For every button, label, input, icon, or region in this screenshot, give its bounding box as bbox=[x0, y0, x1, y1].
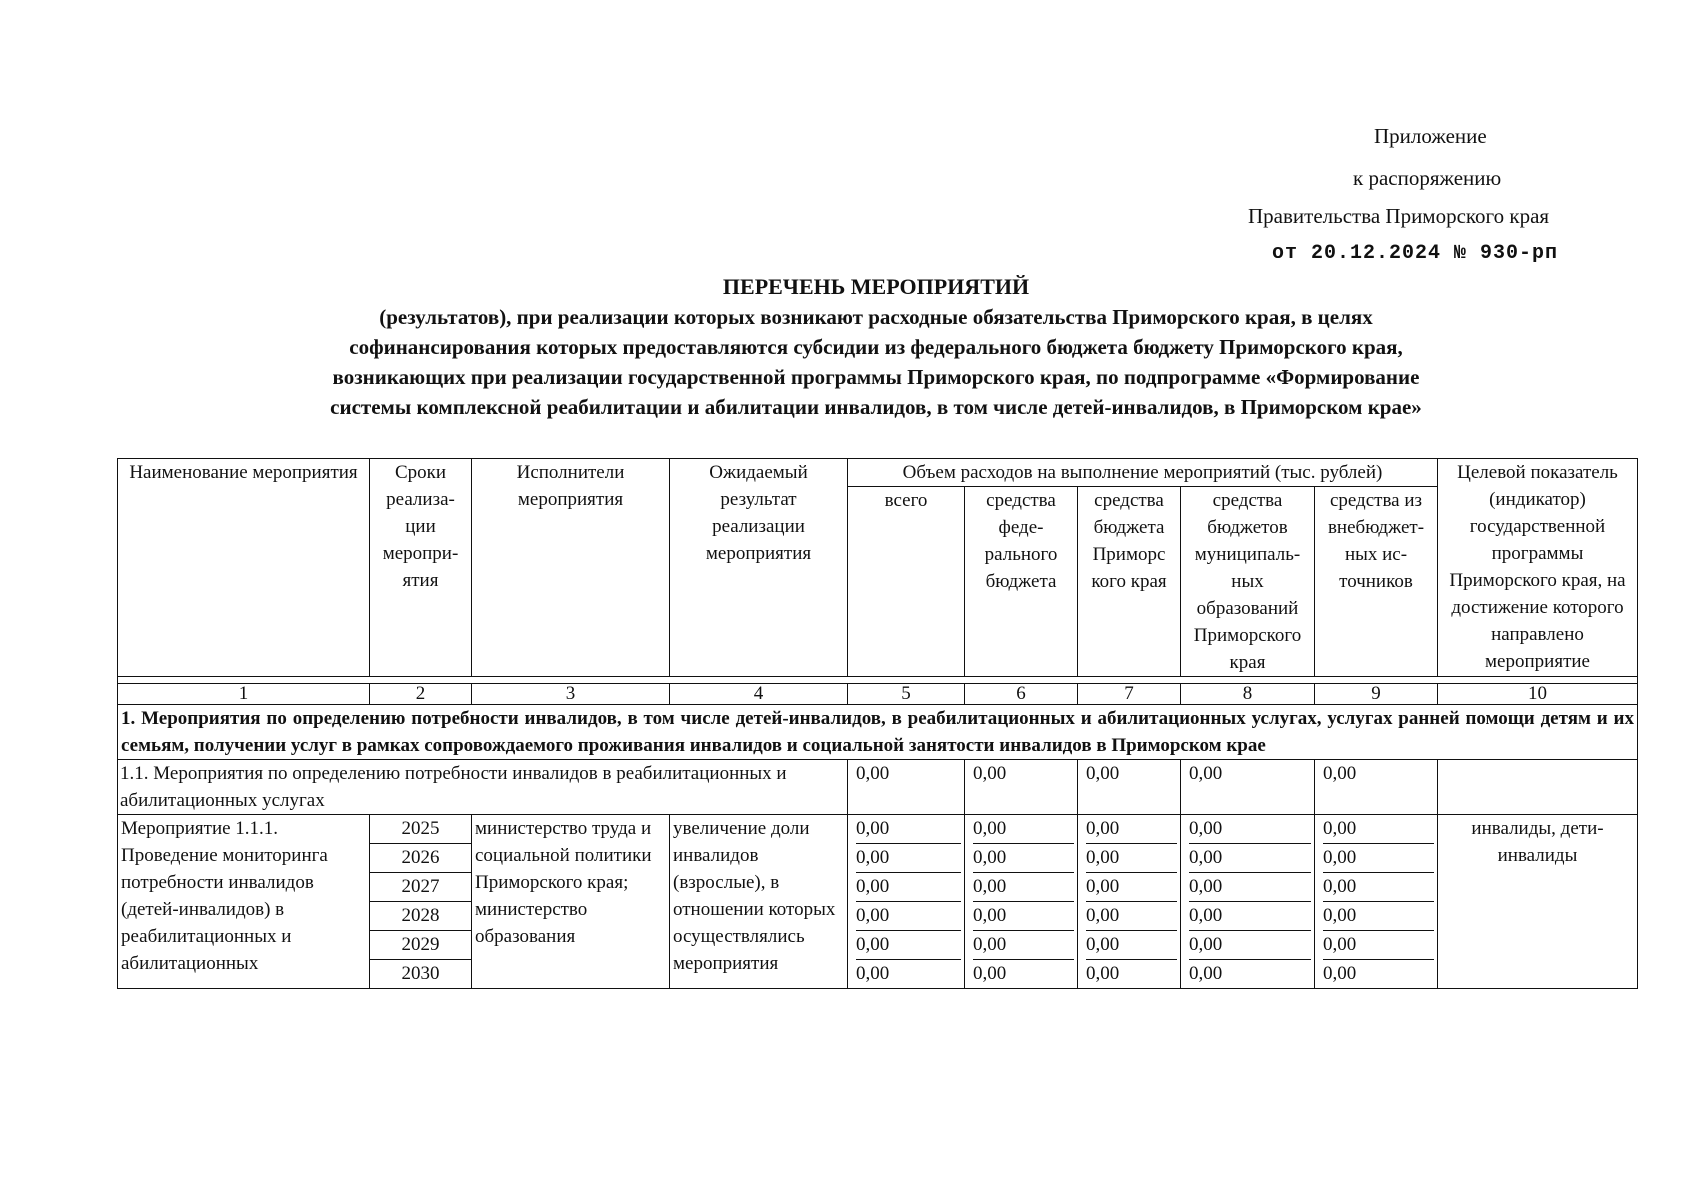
value-cell: 0,00 bbox=[973, 815, 1074, 844]
value-cell: 0,00 bbox=[1189, 902, 1311, 931]
value-cell: 0,00 bbox=[856, 873, 961, 902]
value-cell: 0,00 bbox=[973, 902, 1074, 931]
approval-line-appendix: Приложение bbox=[1374, 124, 1487, 148]
value-cell: 0,00 bbox=[973, 931, 1074, 960]
value-cell: 0,00 bbox=[1086, 815, 1177, 844]
header-terms: Сроки реализа-ции меропри-ятия bbox=[370, 459, 472, 677]
value-cell: 0,00 bbox=[1086, 963, 1120, 984]
subsection-total: 0,00 bbox=[848, 760, 965, 815]
title-subtitle-line-1: (результатов), при реализации которых возникают расходные обязательства Приморского края, в целях bbox=[379, 305, 1373, 329]
value-cell: 0,00 bbox=[1189, 931, 1311, 960]
column-number: 9 bbox=[1315, 684, 1438, 705]
header-federal-budget: средства феде-рального бюджета bbox=[965, 487, 1078, 677]
value-cell: 0,00 bbox=[856, 844, 961, 873]
approval-line-order: к распоряжению bbox=[1353, 166, 1502, 190]
column-number: 10 bbox=[1438, 684, 1638, 705]
section-heading: 1. Мероприятия по определению потребности инвалидов, в том числе детей-инвалидов, в реабилитационных и абилитационных услугах, услугах ранней помощи детям и их семьям, получении услуг в рамках сопровождаемого проживания инвалидов и социальной занятости инвалидов в Приморском крае bbox=[118, 705, 1638, 760]
activity-extrabudgetary-column bbox=[1315, 815, 1438, 989]
activity-total-column bbox=[848, 815, 965, 989]
header-target-indicator: Целевой показатель (индикатор) государственной программы Приморского края, на достижение которого направлено мероприятие bbox=[1438, 459, 1638, 677]
column-number: 8 bbox=[1181, 684, 1315, 705]
approval-line-date-number: от 20.12.2024 № 930-рп bbox=[1272, 242, 1559, 265]
year-cell: 2030 bbox=[401, 963, 440, 984]
value-cell: 0,00 bbox=[973, 873, 1074, 902]
title-subtitle-line-3: возникающих при реализации государственной программы Приморского края, по подпрограмме «Формирование bbox=[332, 365, 1420, 389]
header-activity-name: Наименование мероприятия bbox=[118, 459, 370, 677]
column-number: 5 bbox=[848, 684, 965, 705]
approval-line-government: Правительства Приморского края bbox=[1248, 204, 1550, 228]
activity-indicator: инвалиды, дети-инвалиды bbox=[1438, 815, 1638, 989]
subsection-municipal: 0,00 bbox=[1181, 760, 1315, 815]
activity-federal-column bbox=[965, 815, 1078, 989]
document-title bbox=[0, 272, 1696, 422]
subsection-federal: 0,00 bbox=[965, 760, 1078, 815]
activity-result: увеличение доли инвалидов (взрослые), в отношении которых осуществлялись мероприятия bbox=[670, 815, 848, 989]
activity-municipal-column bbox=[1181, 815, 1315, 989]
subsection-row bbox=[118, 760, 1638, 815]
value-cell: 0,00 bbox=[1189, 873, 1311, 902]
value-cell: 0,00 bbox=[1086, 931, 1177, 960]
header-municipal-budgets: средства бюджетов муниципаль-ных образований Приморского края bbox=[1181, 487, 1315, 677]
subsection-label: 1.1. Мероприятия по определению потребности инвалидов в реабилитационных и абилитационных услугах bbox=[118, 760, 848, 815]
activity-regional-column bbox=[1078, 815, 1181, 989]
year-cell: 2026 bbox=[370, 844, 471, 873]
column-number: 1 bbox=[118, 684, 370, 705]
value-cell: 0,00 bbox=[1323, 963, 1357, 984]
value-cell: 0,00 bbox=[1086, 902, 1177, 931]
column-number-row bbox=[118, 684, 1638, 705]
subsection-regional: 0,00 bbox=[1078, 760, 1181, 815]
column-number: 6 bbox=[965, 684, 1078, 705]
value-cell: 0,00 bbox=[856, 902, 961, 931]
header-executors: Исполнители мероприятия bbox=[472, 459, 670, 677]
value-cell: 0,00 bbox=[1189, 963, 1223, 984]
header-total: всего bbox=[848, 487, 965, 677]
value-cell: 0,00 bbox=[1323, 902, 1434, 931]
column-number: 4 bbox=[670, 684, 848, 705]
header-regional-budget: средства бюджета Приморс кого края bbox=[1078, 487, 1181, 677]
year-cell: 2025 bbox=[370, 815, 471, 844]
value-cell: 0,00 bbox=[1323, 873, 1434, 902]
year-cell: 2029 bbox=[370, 931, 471, 960]
column-number: 3 bbox=[472, 684, 670, 705]
header-expenses-group: Объем расходов на выполнение мероприятий (тыс. рублей) bbox=[848, 459, 1438, 487]
value-cell: 0,00 bbox=[1086, 844, 1177, 873]
year-cell: 2028 bbox=[370, 902, 471, 931]
title-subtitle-line-2: софинансирования которых предоставляются субсидии из федерального бюджета бюджету Приморского края, bbox=[349, 335, 1403, 359]
value-cell: 0,00 bbox=[856, 931, 961, 960]
value-cell: 0,00 bbox=[973, 844, 1074, 873]
subsection-indicator bbox=[1438, 760, 1638, 815]
value-cell: 0,00 bbox=[1189, 844, 1311, 873]
header-gap bbox=[118, 677, 1638, 684]
value-cell: 0,00 bbox=[1323, 844, 1434, 873]
value-cell: 0,00 bbox=[856, 963, 890, 984]
title-main: ПЕРЕЧЕНЬ МЕРОПРИЯТИЙ bbox=[722, 274, 1030, 299]
activities-table bbox=[117, 458, 1637, 989]
value-cell: 0,00 bbox=[1323, 931, 1434, 960]
header-extrabudgetary: средства из внебюджет-ных ис-точников bbox=[1315, 487, 1438, 677]
value-cell: 0,00 bbox=[856, 815, 961, 844]
value-cell: 0,00 bbox=[973, 963, 1007, 984]
year-cell: 2027 bbox=[370, 873, 471, 902]
activity-row bbox=[118, 815, 1638, 989]
header-expected-result: Ожидаемый результат реализации мероприятия bbox=[670, 459, 848, 677]
value-cell: 0,00 bbox=[1086, 873, 1177, 902]
subsection-extrabudgetary: 0,00 bbox=[1315, 760, 1438, 815]
activity-executors: министерство труда и социальной политики Приморского края; министерство образования bbox=[472, 815, 670, 989]
value-cell: 0,00 bbox=[1323, 815, 1434, 844]
column-number: 2 bbox=[370, 684, 472, 705]
section-row bbox=[118, 705, 1638, 760]
activity-years bbox=[370, 815, 472, 989]
activity-name: Мероприятие 1.1.1. Проведение мониторинга потребности инвалидов (детей-инвалидов) в реабилитационных и абилитационных bbox=[118, 815, 370, 989]
title-subtitle-line-4: системы комплексной реабилитации и абилитации инвалидов, в том числе детей-инвалидов, в Приморском крае» bbox=[330, 395, 1422, 419]
value-cell: 0,00 bbox=[1189, 815, 1311, 844]
column-number: 7 bbox=[1078, 684, 1181, 705]
